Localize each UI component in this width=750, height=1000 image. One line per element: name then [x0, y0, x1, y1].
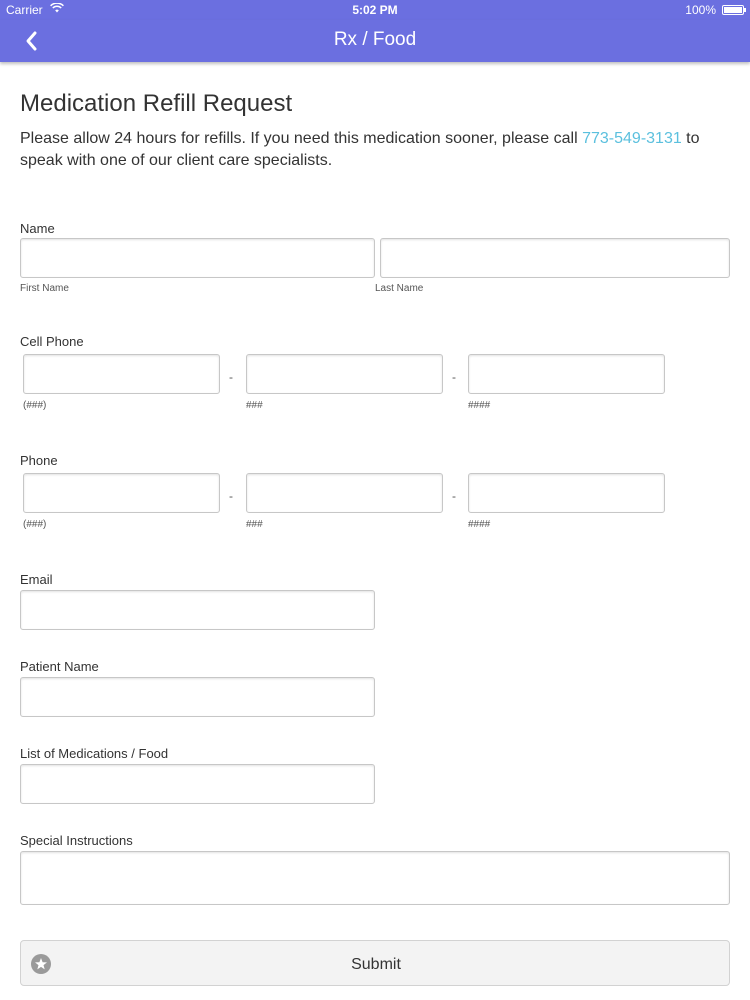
cell-phone-area-code-input[interactable] [23, 354, 220, 394]
cell-phone-label: Cell Phone [20, 334, 84, 349]
cell-phone-prefix-sublabel: ### [246, 400, 263, 411]
phone-dash-1: - [229, 489, 233, 503]
nav-title: Rx / Food [333, 29, 417, 50]
last-name-input[interactable] [380, 238, 730, 278]
special-instructions-label: Special Instructions [20, 833, 133, 848]
phone-prefix-sublabel: ### [246, 519, 263, 530]
patient-name-input[interactable] [20, 677, 375, 717]
first-name-sublabel: First Name [20, 283, 69, 294]
phone-prefix-input[interactable] [246, 473, 443, 513]
last-name-sublabel: Last Name [375, 283, 424, 294]
intro-text-start: Please allow 24 hours for refills. If you need this medication sooner, please call [20, 130, 583, 147]
clock: 5:02 PM [352, 3, 398, 17]
carrier-label: Carrier [6, 3, 43, 17]
patient-name-label: Patient Name [20, 659, 99, 674]
email-label: Email [20, 572, 53, 587]
phone-line-input[interactable] [468, 473, 665, 513]
cell-phone-line-input[interactable] [468, 354, 665, 394]
special-instructions-textarea[interactable] [20, 851, 730, 905]
first-name-input[interactable] [20, 238, 375, 278]
cell-phone-area-sublabel: (###) [23, 400, 47, 411]
intro-text [20, 128, 730, 172]
cell-phone-dash-1: - [229, 370, 233, 384]
navigation-bar [0, 20, 750, 62]
intro-text-end: to speak with one of our client care specialists. [20, 130, 700, 169]
medications-label: List of Medications / Food [20, 746, 169, 761]
phone-line-sublabel: #### [468, 519, 491, 530]
medications-input[interactable] [20, 764, 375, 804]
cell-phone-line-sublabel: #### [468, 400, 491, 411]
phone-area-sublabel: (###) [23, 519, 47, 530]
phone-link[interactable]: 773-549-3131 [582, 130, 682, 147]
phone-dash-2: - [452, 489, 456, 503]
battery-percentage: 100% [685, 3, 716, 17]
email-input[interactable] [20, 590, 375, 630]
submit-label: Submit [351, 956, 401, 973]
battery-icon [722, 5, 744, 15]
cell-phone-dash-2: - [452, 370, 456, 384]
page-title: Medication Refill Request [20, 90, 293, 117]
cell-phone-prefix-input[interactable] [246, 354, 443, 394]
phone-label: Phone [20, 453, 58, 468]
submit-button[interactable] [20, 940, 730, 986]
phone-area-code-input[interactable] [23, 473, 220, 513]
name-label: Name [20, 221, 55, 236]
status-bar [0, 0, 750, 20]
